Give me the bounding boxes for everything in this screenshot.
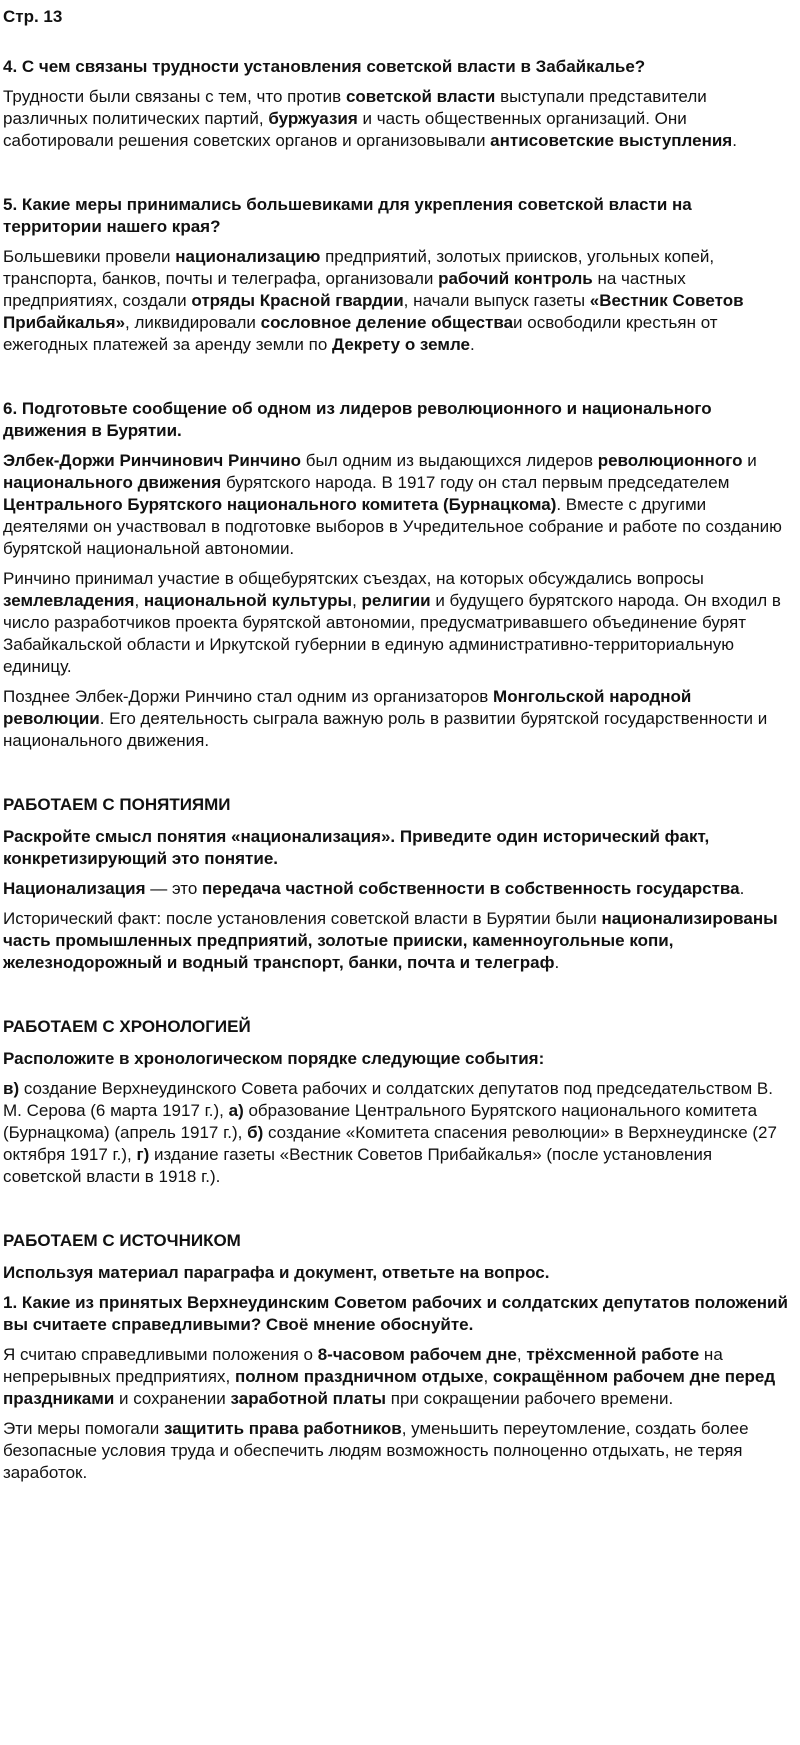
source-heading: РАБОТАЕМ С ИСТОЧНИКОМ xyxy=(3,1231,241,1250)
text-run: бурятского народа. В 1917 году он стал первым председателем xyxy=(221,473,730,492)
concepts-fact xyxy=(3,908,788,974)
emphasis-text: буржуазия xyxy=(268,109,358,128)
text-run: , начали выпуск газеты xyxy=(403,291,590,310)
emphasis-text: заработной платы xyxy=(230,1389,387,1408)
source-task: Используя материал параграфа и документ, ответьте на вопрос. xyxy=(3,1263,550,1282)
emphasis-text: «Вестник Советов Прибайкалья» xyxy=(3,291,744,332)
text-run: . Его деятельность сыграла важную роль в развитии бурятской государственности и национального движения. xyxy=(3,709,768,750)
chronology-task: Расположите в хронологическом порядке следующие события: xyxy=(3,1049,545,1068)
question-4-answer xyxy=(3,86,788,152)
emphasis-text: 8-часовом рабочем дне xyxy=(317,1345,517,1364)
emphasis-text: национального движения xyxy=(3,473,222,492)
text-run: Трудности были связаны с тем, что против xyxy=(3,87,346,106)
text-run: , уменьшить переутомление, создать более безопасные условия труда и обеспечить людям возможность полноценно отдыхать, не теряя заработок. xyxy=(3,1419,749,1482)
text-run: при сокращении рабочего времени. xyxy=(386,1389,674,1408)
text-run: Позднее Элбек-Доржи Ринчино стал одним из организаторов xyxy=(3,687,494,706)
emphasis-text: Национализация xyxy=(3,879,146,898)
emphasis-text: антисоветские выступления xyxy=(490,131,733,150)
text-run: и xyxy=(742,451,757,470)
emphasis-text: г) xyxy=(136,1145,150,1164)
text-run: , ликвидировали xyxy=(125,313,261,332)
emphasis-text: передача частной собственности в собственность государства xyxy=(202,879,740,898)
text-run: Я считаю справедливыми положения о xyxy=(3,1345,318,1364)
text-run: Большевики провели xyxy=(3,247,176,266)
text-run: создание Верхнеудинского Совета рабочих и солдатских депутатов под председательством В. М. Серова (6 марта 1917 г.), xyxy=(3,1079,773,1120)
question-6-paragraph-1 xyxy=(3,450,788,560)
text-run: предприятий, золотых приисков, угольных копей, транспорта, банков, почты и телеграфа, организовали xyxy=(3,247,715,288)
concepts-heading: РАБОТАЕМ С ПОНЯТИЯМИ xyxy=(3,795,231,814)
source-answer-paragraph-2 xyxy=(3,1418,788,1484)
source-question: 1. Какие из принятых Верхнеудинским Советом рабочих и солдатских депутатов положений вы считаете справедливыми? Своё мнение обоснуйте. xyxy=(3,1293,788,1334)
emphasis-text: в) xyxy=(3,1079,20,1098)
text-run: — это xyxy=(145,879,203,898)
text-run: на частных предприятиях, создали xyxy=(3,269,686,310)
emphasis-text: национальной культуры xyxy=(143,591,353,610)
emphasis-text: отряды Красной гвардии xyxy=(191,291,404,310)
emphasis-text: Элбек-Доржи Ринчинович Ринчино xyxy=(3,451,302,470)
text-run: , xyxy=(516,1345,527,1364)
concepts-definition xyxy=(3,878,788,900)
emphasis-text: б) xyxy=(247,1123,264,1142)
source-answer-paragraph-1 xyxy=(3,1344,788,1410)
emphasis-text: национализированы часть промышленных предприятий, золотые прииски, каменноугольные копи, железнодорожный и водный транспорт, банки, почта и телеграф xyxy=(3,909,778,972)
text-run: . xyxy=(732,131,737,150)
text-run: выступали представители различных политических партий, xyxy=(3,87,707,128)
text-run: на непрерывных предприятиях, xyxy=(3,1345,723,1386)
question-4-title: 4. С чем связаны трудности установления советской власти в Забайкалье? xyxy=(3,57,646,76)
emphasis-text: советской власти xyxy=(345,87,496,106)
emphasis-text: революционного xyxy=(597,451,743,470)
question-5-answer xyxy=(3,246,788,356)
text-run: , xyxy=(352,591,362,610)
question-6-title: 6. Подготовьте сообщение об одном из лидеров революционного и национального движения в Бурятии. xyxy=(3,399,712,440)
text-run: и сохранении xyxy=(114,1389,231,1408)
emphasis-text: религии xyxy=(361,591,431,610)
text-run: Исторический факт: после установления советской власти в Бурятии были xyxy=(3,909,602,928)
text-run: издание газеты «Вестник Советов Прибайкалья» (после установления советской власти в 1918 г.). xyxy=(3,1145,713,1186)
page-number: Стр. 13 xyxy=(3,7,63,26)
text-run: и часть общественных организаций. Они саботировали решения советских органов и организовывали xyxy=(3,109,687,150)
chronology-answer xyxy=(3,1078,788,1188)
text-run: . xyxy=(470,335,475,354)
emphasis-text: Декрету о земле xyxy=(332,335,470,354)
question-6-paragraph-2 xyxy=(3,568,788,678)
text-run: , xyxy=(483,1367,493,1386)
text-run: . xyxy=(554,953,560,972)
text-run: был одним из выдающихся лидеров xyxy=(301,451,598,470)
emphasis-text: а) xyxy=(228,1101,244,1120)
emphasis-text: национализацию xyxy=(175,247,321,266)
text-run: . xyxy=(739,879,745,898)
emphasis-text: защитить права работников xyxy=(164,1419,402,1438)
question-5-title: 5. Какие меры принимались большевиками для укрепления советской власти на территории нашего края? xyxy=(3,195,692,236)
emphasis-text: землевладения xyxy=(3,591,135,610)
text-run: и освободили крестьян от ежегодных платежей за аренду земли по xyxy=(3,313,718,354)
emphasis-text: сословное деление общества xyxy=(260,313,514,332)
text-run: Ринчино принимал участие в общебурятских съездах, на которых обсуждались вопросы xyxy=(3,569,704,588)
text-run: образование Центрального Бурятского национального комитета (Бурнацкома) (апрель 1917 г.), xyxy=(3,1101,758,1142)
emphasis-text: полном праздничном отдыхе xyxy=(234,1367,484,1386)
concepts-task: Раскройте смысл понятия «национализация». Приведите один исторический факт, конкретизирующий это понятие. xyxy=(3,827,710,868)
emphasis-text: рабочий контроль xyxy=(438,269,593,288)
text-run: , xyxy=(134,591,144,610)
text-run: создание «Комитета спасения революции» в Верхнеудинске (27 октября 1917 г.), xyxy=(3,1123,777,1164)
text-run: и будущего бурятского народа. Он входил в число разработчиков проекта бурятской автономии, предусматривавшего объединение бурят Забайкальской области и Иркутской губернии в единую административно-территориальную единицу. xyxy=(3,591,781,676)
emphasis-text: Центрального Бурятского национального комитета (Бурнацкома) xyxy=(3,495,557,514)
emphasis-text: трёхсменной работе xyxy=(526,1345,700,1364)
text-run: Эти меры помогали xyxy=(3,1419,164,1438)
question-6-paragraph-3 xyxy=(3,686,788,752)
emphasis-text: Монгольской народной революции xyxy=(3,687,692,728)
chronology-heading: РАБОТАЕМ С ХРОНОЛОГИЕЙ xyxy=(3,1017,251,1036)
emphasis-text: сокращённом рабочем дне перед праздниками xyxy=(3,1367,776,1408)
text-run: . Вместе с другими деятелями он участвовал в подготовке выборов в Учредительное собрание и работе по созданию бурятской национальной автономии. xyxy=(3,495,782,558)
